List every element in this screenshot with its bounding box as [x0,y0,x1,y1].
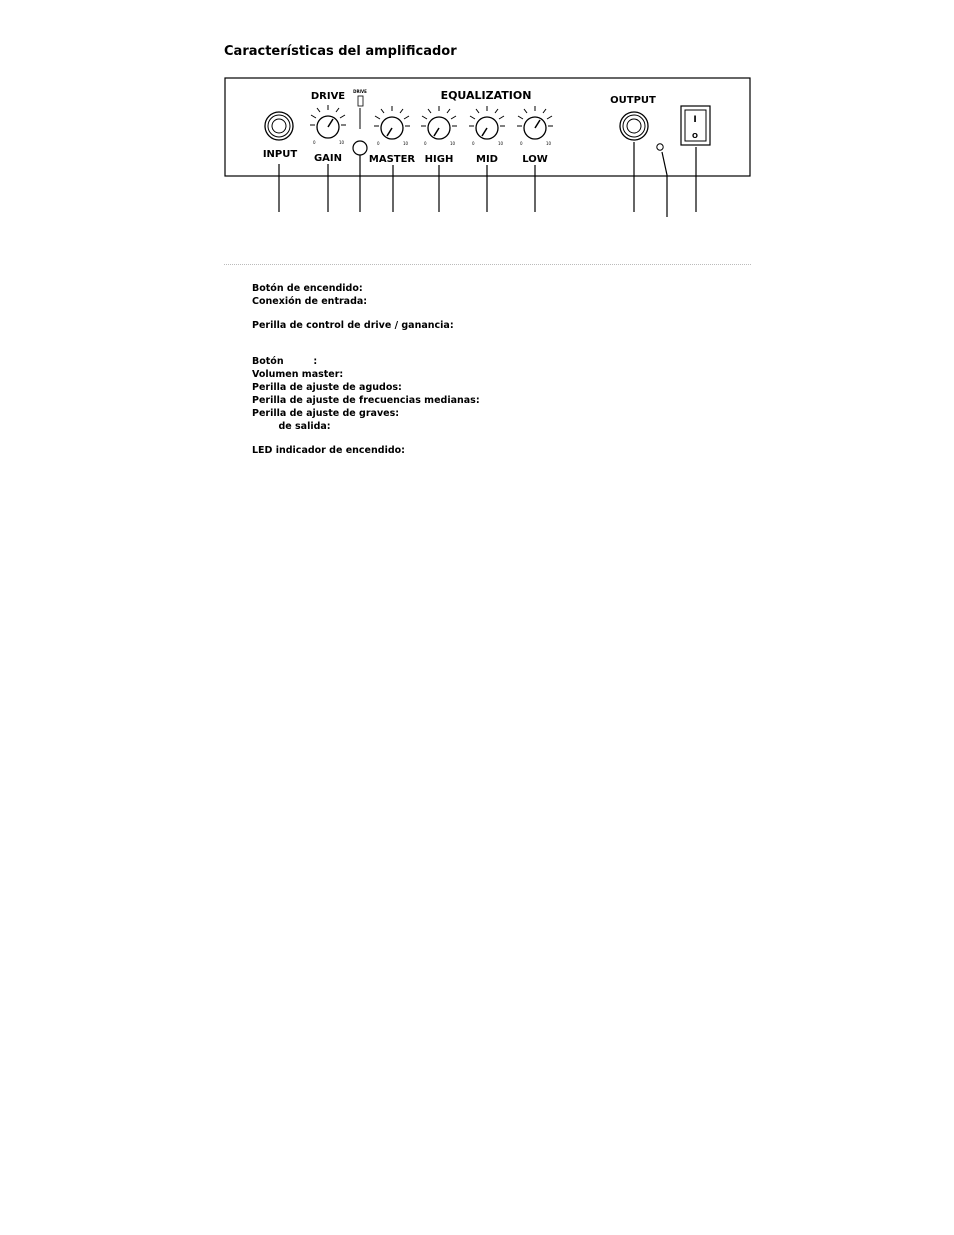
low-scale-max: 10 [546,141,552,146]
high-label: HIGH [424,154,454,165]
low-scale-min: 0 [520,141,523,146]
master-scale-max: 10 [403,141,409,146]
input-jack-icon [265,112,293,140]
feature-treble: Perilla de ajuste de agudos: [252,382,402,393]
equalization-label: EQUALIZATION [440,89,532,102]
master-scale-min: 0 [377,141,380,146]
power-off-symbol: O [692,132,698,140]
mid-scale-max: 10 [498,141,504,146]
low-knob-icon [517,106,553,139]
feature-drive-button: Botón : [252,356,318,367]
mid-label: MID [476,154,498,165]
mid-knob-icon [469,106,505,139]
feature-bass: Perilla de ajuste de graves: [252,408,400,419]
high-scale-min: 0 [424,141,427,146]
feature-power-led: LED indicador de encendido: [252,445,405,456]
low-label: LOW [522,154,548,165]
drive-switch-label: DRIVE [353,89,367,94]
drive-label: DRIVE [310,91,346,102]
divider [224,264,751,265]
gain-scale-max: 10 [339,140,345,145]
gain-scale-min: 0 [313,140,316,145]
input-label: INPUT [262,149,298,160]
callout-line-led [662,152,667,217]
feature-output: de salida: [252,421,331,432]
high-scale-max: 10 [450,141,456,146]
feature-drive-gain: Perilla de control de drive / ganancia: [252,320,454,331]
output-label: OUTPUT [610,95,656,106]
feature-power-button: Botón de encendido: [252,283,363,294]
master-label: MASTER [368,154,416,165]
gain-label: GAIN [313,153,343,164]
feature-input-jack: Conexión de entrada: [252,296,368,307]
power-led-icon [657,144,663,150]
feature-master-volume: Volumen master: [252,369,344,380]
gain-knob-icon [310,105,346,138]
mid-scale-min: 0 [472,141,475,146]
feature-mid: Perilla de ajuste de frecuencias medianas: [252,395,480,406]
output-jack-icon [620,112,648,140]
amplifier-panel-diagram [222,75,754,220]
high-knob-icon [421,106,457,139]
section-heading: Características del amplificador [224,44,457,59]
master-knob-icon [374,106,410,139]
drive-switch-icon [353,96,367,155]
power-on-symbol: I [693,115,697,125]
